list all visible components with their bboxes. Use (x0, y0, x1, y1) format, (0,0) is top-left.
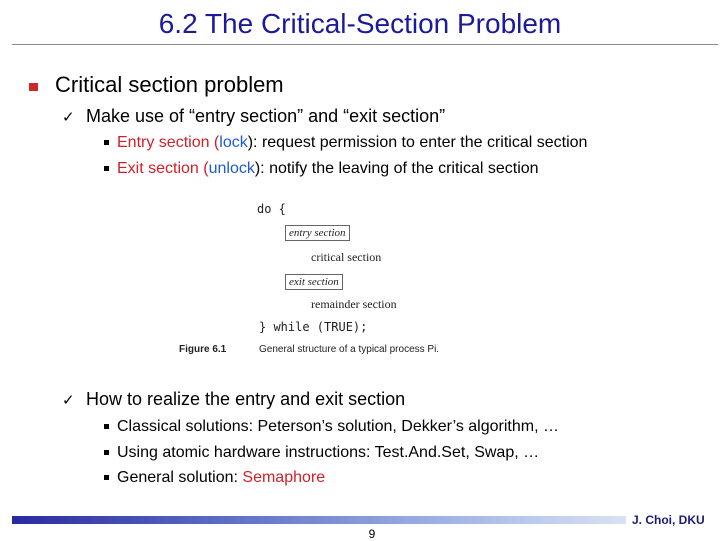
sub-bullet-exit (117, 160, 539, 178)
small-square-bullet-icon (104, 450, 109, 455)
exit-suffix: ): notify the leaving of the critical section (254, 160, 539, 177)
entry-section-box: entry section (285, 225, 350, 241)
checkmark-icon: ✓ (62, 392, 75, 409)
sub-bullet-entry (117, 134, 587, 152)
small-square-bullet-icon (104, 475, 109, 480)
title-divider (12, 44, 718, 45)
footer-gradient-bar (12, 516, 626, 524)
entry-prefix: Entry section ( (117, 134, 220, 151)
bullet-entry-exit: Make use of “entry section” and “exit section” (86, 106, 446, 126)
sub-bullet-general (117, 469, 325, 487)
small-square-bullet-icon (104, 424, 109, 429)
lock-keyword: lock (219, 134, 248, 151)
remainder-section-label: remainder section (311, 297, 397, 311)
figure-caption-label: Figure 6.1 (179, 344, 227, 355)
semaphore-keyword: Semaphore (242, 469, 326, 486)
page-number: 9 (368, 527, 376, 541)
small-square-bullet-icon (104, 140, 109, 145)
exit-section-box: exit section (285, 274, 343, 290)
entry-suffix: ): request permission to enter the critical section (247, 134, 588, 151)
do-keyword: do { (257, 202, 286, 216)
unlock-keyword: unlock (208, 160, 255, 177)
sub-bullet-classical: Classical solutions: Peterson’s solution, Dekker’s algorithm, … (117, 418, 559, 435)
slide-title: 6.2 The Critical-Section Problem (158, 8, 562, 39)
general-prefix: General solution: (117, 469, 243, 486)
checkmark-icon: ✓ (62, 109, 75, 126)
exit-prefix: Exit section ( (117, 160, 209, 177)
author-credit: J. Choi, DKU (632, 513, 705, 527)
figure-6-1 (175, 198, 545, 358)
sub-bullet-hardware: Using atomic hardware instructions: Test.And.Set, Swap, … (117, 444, 540, 461)
bullet-how-to-realize: How to realize the entry and exit section (86, 389, 406, 409)
critical-section-label: critical section (311, 250, 382, 264)
while-statement: } while (TRUE); (259, 320, 368, 334)
small-square-bullet-icon (104, 166, 109, 171)
figure-caption-text: General structure of a typical process Pi. (259, 344, 440, 355)
level1-heading: Critical section problem (55, 72, 284, 97)
square-bullet-icon (29, 83, 38, 91)
